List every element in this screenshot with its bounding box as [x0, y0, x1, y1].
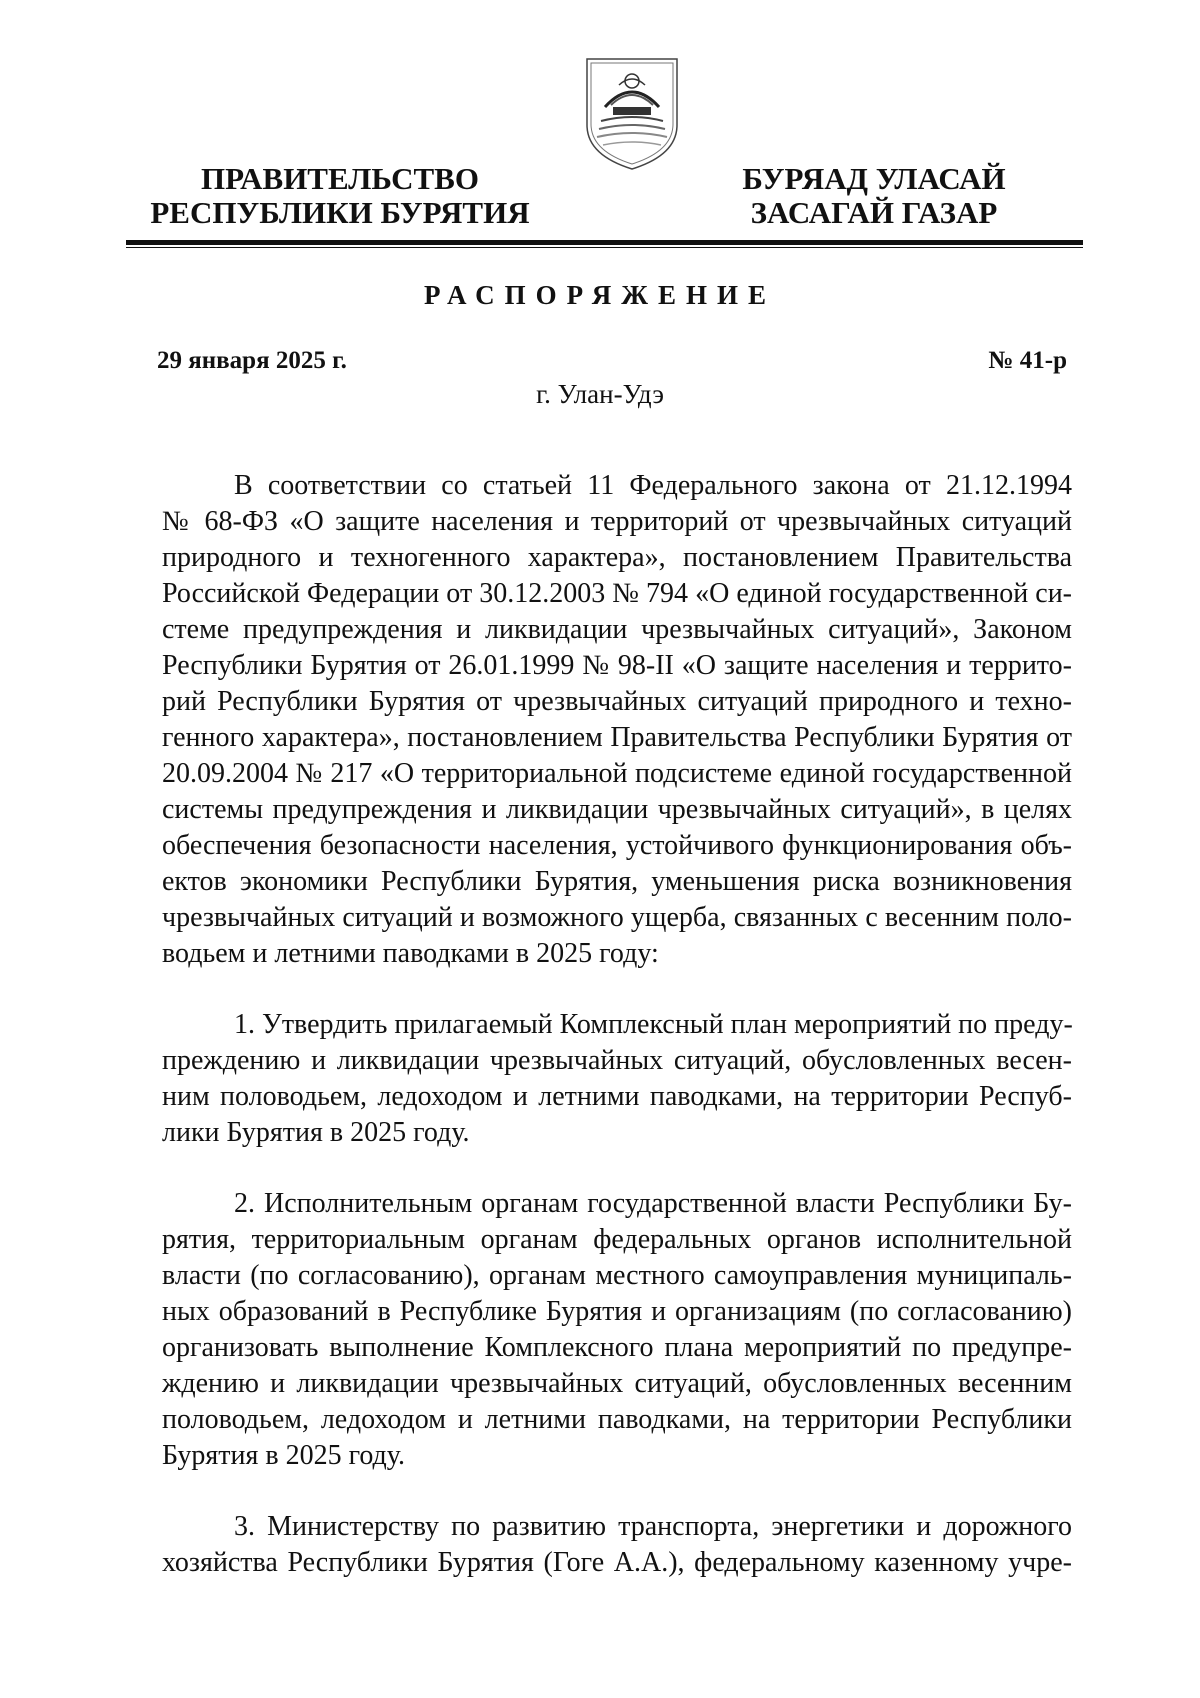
- text-line: природного и техногенного характера», постановлением Правительства: [162, 542, 1072, 573]
- document-body: [162, 468, 1072, 1581]
- header-left-line-2: РЕСПУБЛИКИ БУРЯТИЯ: [150, 195, 530, 230]
- header-right-line-1: БУРЯАД УЛАСАЙ: [742, 161, 1006, 196]
- header-right-line-2: ЗАСАГАЙ ГАЗАР: [750, 195, 998, 230]
- text-line: половодьем, ледоходом и летними паводками, на территории Республики: [162, 1404, 1072, 1435]
- paragraph-gap: [162, 1151, 1072, 1186]
- text-line: стеме предупреждения и ликвидации чрезвычайных ситуаций», Законом: [162, 614, 1072, 645]
- document-city: г. Улан-Удэ: [536, 379, 664, 409]
- text-line: 2. Исполнительным органам государственной власти Республики Бу-: [234, 1188, 1072, 1219]
- text-line: ним половодьем, ледоходом и летними паводками, на территории Респуб-: [162, 1081, 1072, 1112]
- text-line: преждению и ликвидации чрезвычайных ситуаций, обусловленных весен-: [162, 1045, 1072, 1076]
- text-line: ждению и ликвидации чрезвычайных ситуаций, обусловленных весенним: [162, 1368, 1072, 1399]
- text-line: Республики Бурятия от 26.01.1999 № 98-II «О защите населения и террито-: [162, 650, 1072, 681]
- paragraph-gap: [162, 1474, 1072, 1509]
- document-date: 29 января 2025 г.: [157, 347, 347, 374]
- header-right: [708, 162, 1040, 230]
- text-line: № 68-ФЗ «О защите населения и территорий от чрезвычайных ситуаций: [162, 506, 1072, 537]
- paragraph-gap: [162, 972, 1072, 1007]
- text-line: обеспечения безопасности населения, устойчивого функционирования объ-: [162, 830, 1072, 861]
- text-line: Бурятия в 2025 году.: [162, 1440, 406, 1471]
- paragraph-item-3: [162, 1509, 1072, 1581]
- text-line: лики Бурятия в 2025 году.: [162, 1117, 470, 1148]
- text-line: водьем и летними паводками в 2025 году:: [162, 938, 659, 969]
- text-line: организовать выполнение Комплексного плана мероприятий по предупре-: [162, 1332, 1072, 1363]
- header-left: [140, 162, 540, 230]
- text-line: хозяйства Республики Бурятия (Гоге А.А.), федеральному казенному учре-: [162, 1547, 1072, 1578]
- text-line: рятия, территориальным органам федеральных органов исполнительной: [162, 1224, 1072, 1255]
- text-line: 20.09.2004 № 217 «О территориальной подсистеме единой государственной: [162, 758, 1072, 789]
- text-line: системы предупреждения и ликвидации чрезвычайных ситуаций», в целях: [162, 794, 1072, 825]
- header-divider-thick: [126, 240, 1083, 245]
- coat-of-arms-icon: [583, 55, 681, 173]
- text-line: Российской Федерации от 30.12.2003 № 794 «О единой государственной си-: [162, 578, 1072, 609]
- text-line: В соответствии со статьей 11 Федерального закона от 21.12.1994: [234, 470, 1072, 501]
- text-line: 1. Утвердить прилагаемый Комплексный план мероприятий по преду-: [234, 1009, 1073, 1040]
- document-type-title: РАСПОРЯЖЕНИЕ: [423, 280, 777, 310]
- paragraph-item-1: [162, 1007, 1072, 1151]
- text-line: рий Республики Бурятия от чрезвычайных ситуаций природного и техно-: [162, 686, 1072, 717]
- text-line: чрезвычайных ситуаций и возможного ущерба, связанных с весенним поло-: [162, 902, 1072, 933]
- paragraph-preamble: [162, 468, 1072, 972]
- paragraph-item-2: [162, 1186, 1072, 1474]
- text-line: генного характера», постановлением Правительства Республики Бурятия от: [162, 722, 1072, 753]
- text-line: ных образований в Республике Бурятия и организациям (по согласованию): [162, 1296, 1072, 1327]
- text-line: 3. Министерству по развитию транспорта, энергетики и дорожного: [234, 1511, 1072, 1542]
- document-number: № 41-р: [988, 347, 1067, 374]
- header-divider-thin: [126, 247, 1083, 248]
- text-line: власти (по согласованию), органам местного самоуправления муниципаль-: [162, 1260, 1072, 1291]
- header-left-line-1: ПРАВИТЕЛЬСТВО: [201, 161, 479, 196]
- text-line: ектов экономики Республики Бурятия, уменьшения риска возникновения: [162, 866, 1072, 897]
